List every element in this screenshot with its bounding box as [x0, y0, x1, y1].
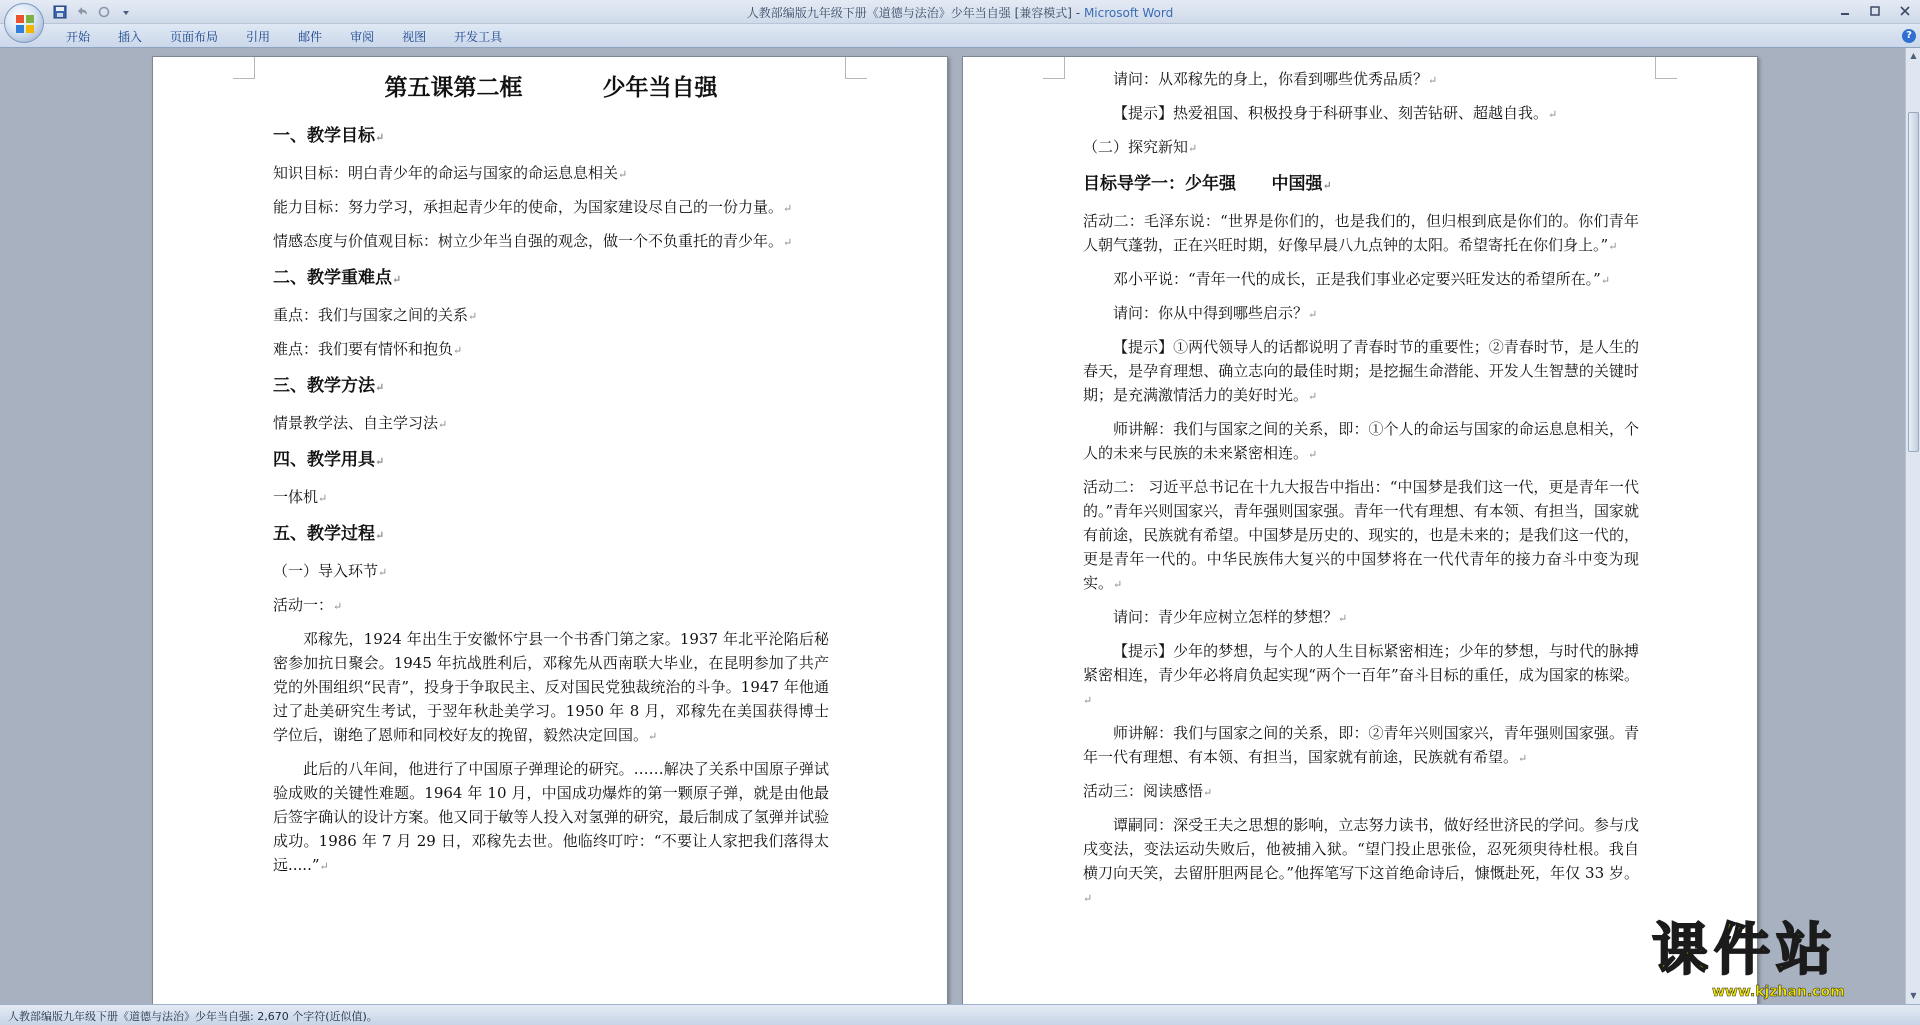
- paragraph-mark-icon: ↵: [1083, 694, 1093, 707]
- help-icon[interactable]: ?: [1902, 29, 1916, 43]
- paragraph: 邓稼先，1924 年出生于安徽怀宁县一个书香门第之家。1937 年北平沦陷后秘密参加抗日聚会。1945 年抗战胜利后，邓稼先从西南联大毕业，在昆明参加了共产党的外围组织“民青”，投身于争取民主、反对国民党独裁统治的斗争。1947 年他通过了赴美研究生考试，于翌年秋赴美学习。1950 年 8 月，邓稼先在美国获得博士学位后，谢绝了恩师和同校好友的挽留，毅然决定回国。↵: [273, 630, 829, 744]
- application-name: Microsoft Word: [1083, 6, 1174, 20]
- paragraph: 请问：你从中得到哪些启示？↵: [1113, 304, 1318, 322]
- paragraph-mark-icon: ↵: [333, 600, 343, 613]
- tab-developer[interactable]: 开发工具: [454, 30, 503, 44]
- tab-mailings[interactable]: 邮件: [298, 30, 323, 44]
- paragraph-mark-icon: ↵: [319, 860, 329, 873]
- paragraph-mark-icon: ↵: [375, 381, 385, 394]
- paragraph: 邓小平说：“青年一代的成长，正是我们事业必定要兴旺发达的希望所在。”↵: [1113, 270, 1611, 288]
- section-heading: 四、教学用具↵: [273, 450, 385, 470]
- paragraph-mark-icon: ↵: [318, 492, 328, 505]
- margin-mark: [1655, 57, 1677, 79]
- scroll-up-icon[interactable]: ▲: [1910, 51, 1917, 60]
- page-right-content: [1083, 67, 1639, 919]
- page-title: 第五课第二框 少年当自强: [384, 74, 718, 101]
- paragraph-mark-icon: ↵: [1338, 612, 1348, 625]
- paragraph-mark-icon: ↵: [1608, 240, 1618, 253]
- paragraph: 请问：青少年应树立怎样的梦想？↵: [1113, 608, 1348, 626]
- maximize-button[interactable]: [1860, 0, 1890, 22]
- paragraph-mark-icon: ↵: [453, 344, 463, 357]
- watermark-title: 课件站: [1652, 918, 1838, 983]
- paragraph-mark-icon: ↵: [1083, 892, 1093, 905]
- paragraph: 请问：从邓稼先的身上，你看到哪些优秀品质？↵: [1113, 70, 1438, 88]
- paragraph: 情感态度与价值观目标：树立少年当自强的观念，做一个不负重托的青少年。↵: [273, 232, 793, 250]
- paragraph: 知识目标：明白青少年的命运与国家的命运息息相关↵: [273, 164, 628, 182]
- document-workspace: [0, 48, 1905, 1004]
- paragraph-mark-icon: ↵: [783, 236, 793, 249]
- section-heading: 二、教学重难点↵: [273, 268, 402, 288]
- paragraph: （一）导入环节↵: [273, 562, 388, 580]
- window-controls: [1830, 0, 1920, 22]
- document-page-left[interactable]: [152, 56, 948, 1004]
- ribbon-tab-bar: [0, 24, 1920, 48]
- margin-mark: [1043, 57, 1065, 79]
- page-right-sections: [1083, 67, 1639, 911]
- paragraph: 师讲解：我们与国家之间的关系，即：②青年兴则国家兴，青年强则国家强。青年一代有理想、有本领、有担当，国家就有前途，民族就有希望。↵: [1083, 724, 1639, 766]
- paragraph-mark-icon: ↵: [1308, 390, 1318, 403]
- paragraph-mark-icon: ↵: [438, 418, 448, 431]
- office-logo-icon: [15, 14, 35, 34]
- watermark-logo: [1652, 920, 1902, 1010]
- paragraph-mark-icon: ↵: [1600, 274, 1611, 287]
- page-left-sections: [273, 123, 829, 879]
- section-heading: 三、教学方法↵: [273, 376, 385, 396]
- paragraph-mark-icon: ↵: [375, 131, 385, 144]
- paragraph-mark-icon: ↵: [468, 310, 478, 323]
- window-title: [0, 4, 1920, 21]
- paragraph-mark-icon: ↵: [378, 566, 388, 579]
- scrollbar-thumb[interactable]: [1908, 112, 1919, 452]
- document-title: 人教部编版九年级下册《道德与法治》少年当自强 [兼容模式]: [746, 6, 1072, 20]
- paragraph-mark-icon: ↵: [1518, 752, 1528, 765]
- status-bar: [0, 1004, 1920, 1025]
- paragraph-mark-icon: ↵: [1113, 578, 1123, 591]
- status-text: 人教部编版九年级下册《道德与法治》少年当自强: 2,670 个字符(近似值)。: [8, 1010, 378, 1023]
- paragraph-mark-icon: ↵: [375, 529, 385, 542]
- paragraph: 活动二： 习近平总书记在十九大报告中指出：“中国梦是我们这一代，更是青年一代的。”青年兴则国家兴，青年强则国家强。青年一代有理想、有本领、有担当，国家就有前途，民族就有希望。中国梦是历史的、现实的，也是未来的；是我们这一代的，更是青年一代的。中华民族伟大复兴的中国梦将在一代代青年的接力奋斗中变为现实。↵: [1083, 478, 1639, 592]
- margin-mark: [233, 57, 255, 79]
- paragraph-mark-icon: ↵: [375, 455, 385, 468]
- office-button[interactable]: [4, 3, 44, 43]
- paragraph: （二）探究新知↵: [1083, 138, 1198, 156]
- scroll-down-icon[interactable]: ▼: [1910, 991, 1917, 1000]
- paragraph: 此后的八年间，他进行了中国原子弹理论的研究。……解决了关系中国原子弹试验成败的关键性难题。1964 年 10 月，中国成功爆炸的第一颗原子弹，就是由他最后签字确认的设计方案。他又同于敏等人投入对氢弹的研究，最后制成了氢弹并试验成功。1986 年 7 月 29 日，邓稼先去世。他临终叮咛：“不要让人家把我们落得太远.....”↵: [273, 760, 829, 874]
- paragraph: 重点：我们与国家之间的关系↵: [273, 306, 478, 324]
- vertical-scrollbar[interactable]: [1905, 48, 1920, 1004]
- paragraph-mark-icon: ↵: [1322, 179, 1332, 192]
- paragraph: 【提示】少年的梦想，与个人的人生目标紧密相连；少年的梦想，与时代的脉搏紧密相连，青少年必将肩负起实现“两个一百年”奋斗目标的重任，成为国家的栋梁。↵: [1083, 642, 1639, 707]
- section-heading: 目标导学一：少年强 中国强↵: [1083, 174, 1332, 194]
- paragraph-mark-icon: ↵: [1548, 108, 1558, 121]
- paragraph: 一体机↵: [273, 488, 328, 506]
- section-heading: 五、教学过程↵: [273, 524, 385, 544]
- paragraph: 能力目标：努力学习，承担起青少年的使命，为国家建设尽自己的一份力量。↵: [273, 198, 793, 216]
- paragraph: 难点：我们要有情怀和抱负↵: [273, 340, 463, 358]
- paragraph-mark-icon: ↵: [618, 168, 628, 181]
- tab-review[interactable]: 审阅: [350, 30, 375, 44]
- tab-references[interactable]: 引用: [246, 30, 271, 44]
- paragraph: 谭嗣同：深受王夫之思想的影响，立志努力读书，做好经世济民的学问。参与戊戌变法，变法运动失败后，他被捕入狱。“望门投止思张俭，忍死须臾待杜根。我自横刀向天笑，去留肝胆两昆仑。”他挥笔写下这首绝命诗后，慷慨赴死，年仅 33 岁。↵: [1083, 816, 1639, 905]
- title-bar: [0, 0, 1920, 24]
- minimize-button[interactable]: [1830, 0, 1860, 22]
- document-page-right[interactable]: [962, 56, 1758, 1004]
- close-button[interactable]: [1890, 0, 1920, 22]
- paragraph: 活动一：↵: [273, 596, 343, 614]
- title-separator: -: [1071, 6, 1084, 20]
- tab-page-layout[interactable]: 页面布局: [170, 30, 219, 44]
- section-heading: 一、教学目标↵: [273, 126, 385, 146]
- paragraph: 活动二：毛泽东说：“世界是你们的，也是我们的，但归根到底是你们的。你们青年人朝气蓬勃，正在兴旺时期，好像早晨八九点钟的太阳。希望寄托在你们身上。”↵: [1083, 212, 1639, 254]
- paragraph-mark-icon: ↵: [648, 730, 658, 743]
- tab-home[interactable]: 开始: [66, 30, 91, 44]
- watermark-url: www.kjzhan.com: [1712, 984, 1845, 1000]
- paragraph-mark-icon: ↵: [1203, 786, 1213, 799]
- paragraph-mark-icon: ↵: [783, 202, 793, 215]
- margin-mark: [845, 57, 867, 79]
- paragraph-mark-icon: ↵: [1308, 308, 1318, 321]
- paragraph: 活动三：阅读感悟↵: [1083, 782, 1213, 800]
- paragraph: 情景教学法、自主学习法↵: [273, 414, 448, 432]
- tab-view[interactable]: 视图: [402, 30, 427, 44]
- page-left-content: [273, 73, 829, 887]
- paragraph: 【提示】热爱祖国、积极投身于科研事业、刻苦钻研、超越自我。↵: [1113, 104, 1558, 122]
- paragraph-mark-icon: ↵: [1428, 74, 1438, 87]
- paragraph: 【提示】①两代领导人的话都说明了青春时节的重要性；②青春时节，是人生的春天，是孕育理想、确立志向的最佳时期；是挖掘生命潜能、开发人生智慧的关键时期；是充满激情活力的美好时光。↵: [1083, 338, 1639, 404]
- paragraph-mark-icon: ↵: [1188, 142, 1198, 155]
- paragraph: 师讲解：我们与国家之间的关系，即：①个人的命运与国家的命运息息相关，个人的未来与民族的未来紧密相连。↵: [1083, 420, 1639, 462]
- paragraph-mark-icon: ↵: [392, 273, 402, 286]
- tab-insert[interactable]: 插入: [118, 30, 143, 44]
- paragraph-mark-icon: ↵: [1308, 448, 1318, 461]
